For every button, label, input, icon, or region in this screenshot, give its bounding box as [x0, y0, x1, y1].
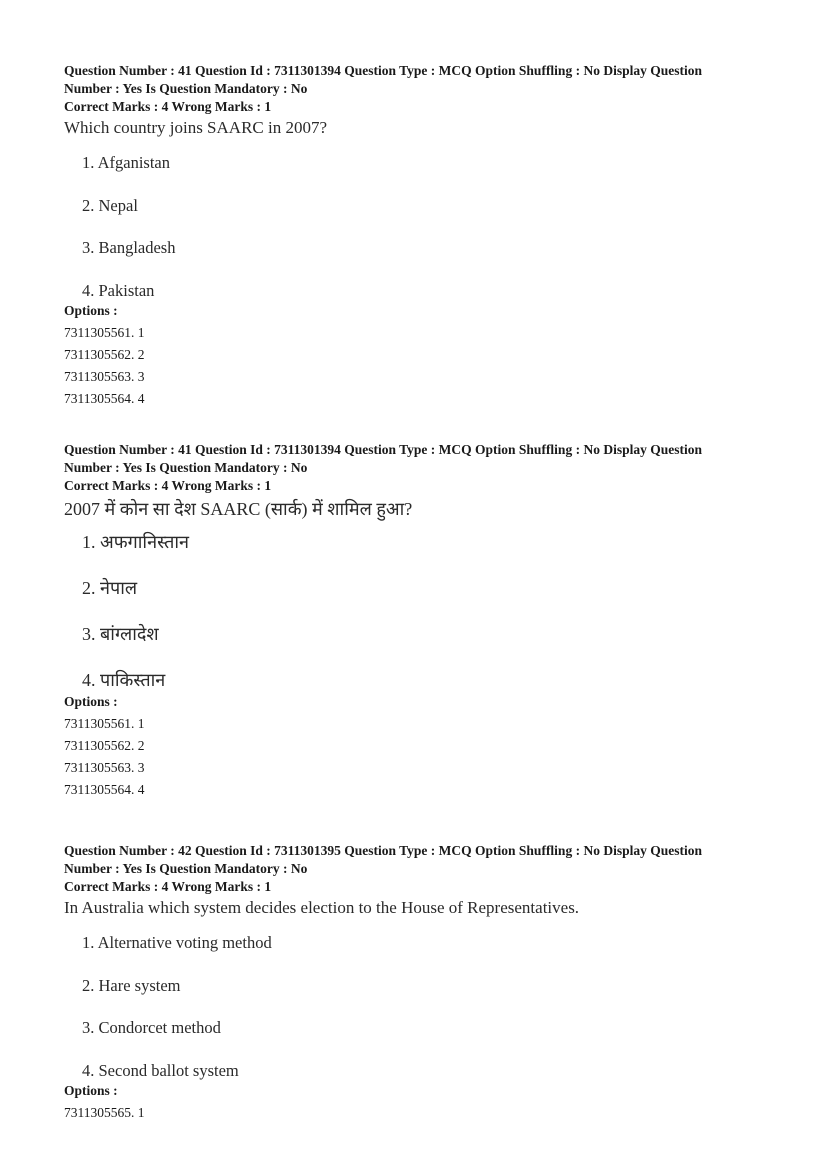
answer-option: 1. Alternative voting method [82, 933, 272, 952]
answer-option: 3. Bangladesh [82, 238, 176, 257]
answer-options [82, 532, 766, 692]
option-id: 7311305564. 4 [64, 390, 145, 406]
answer-option: 1. अफगानिस्तान [82, 532, 189, 552]
answer-option: 3. Condorcet method [82, 1018, 221, 1037]
option-id: 7311305561. 1 [64, 716, 145, 731]
options-heading: Options : [64, 694, 118, 709]
answer-option: 2. नेपाल [82, 578, 138, 598]
question-marks: Correct Marks : 4 Wrong Marks : 1 [64, 478, 272, 493]
option-id: 7311305563. 3 [64, 368, 145, 384]
answer-option: 2. Hare system [82, 975, 181, 995]
question-meta [64, 842, 766, 877]
option-id: 7311305563. 3 [64, 760, 145, 775]
answer-option: 4. Pakistan [82, 280, 155, 300]
question-text: Which country joins SAARC in 2007? [64, 118, 328, 137]
question-block [64, 441, 766, 801]
option-id-list [64, 322, 766, 410]
question-marks: Correct Marks : 4 Wrong Marks : 1 [64, 99, 272, 114]
question-meta [64, 441, 766, 476]
question-meta-line2: Number : Yes Is Question Mandatory : No [64, 860, 308, 876]
option-id: 7311305562. 2 [64, 346, 145, 362]
question-meta [64, 62, 766, 97]
options-heading: Options : [64, 302, 118, 318]
option-id: 7311305564. 4 [64, 782, 145, 797]
question-block [64, 62, 766, 410]
answer-option: 1. Afganistan [82, 153, 170, 172]
question-meta-line1: Question Number : 42 Question Id : 7311301395 Question Type : MCQ Option Shuffling : No Display Question [64, 843, 702, 858]
answer-option: 4. पाकिस्तान [82, 670, 166, 690]
question-text: In Australia which system decides election to the House of Representatives. [64, 898, 580, 917]
option-id: 7311305565. 1 [64, 1104, 145, 1120]
question-block [64, 842, 766, 1124]
question-text: 2007 में कोन सा देश SAARC (सार्क) में शामिल हुआ? [64, 499, 413, 519]
question-marks: Correct Marks : 4 Wrong Marks : 1 [64, 879, 272, 894]
answer-option: 2. Nepal [82, 195, 138, 215]
answer-option: 4. Second ballot system [82, 1060, 239, 1080]
question-meta-line2: Number : Yes Is Question Mandatory : No [64, 80, 308, 96]
option-id-list [64, 1102, 766, 1124]
options-heading: Options : [64, 1082, 118, 1098]
answer-options [82, 153, 766, 301]
question-meta-line1: Question Number : 41 Question Id : 7311301394 Question Type : MCQ Option Shuffling : No Display Question [64, 63, 702, 78]
question-meta-line1: Question Number : 41 Question Id : 7311301394 Question Type : MCQ Option Shuffling : No Display Question [64, 442, 702, 457]
option-id-list [64, 713, 766, 801]
option-id: 7311305561. 1 [64, 324, 145, 340]
question-meta-line2: Number : Yes Is Question Mandatory : No [64, 459, 308, 475]
answer-options [82, 933, 766, 1081]
option-id: 7311305562. 2 [64, 738, 145, 753]
answer-option: 3. बांग्लादेश [82, 624, 159, 644]
